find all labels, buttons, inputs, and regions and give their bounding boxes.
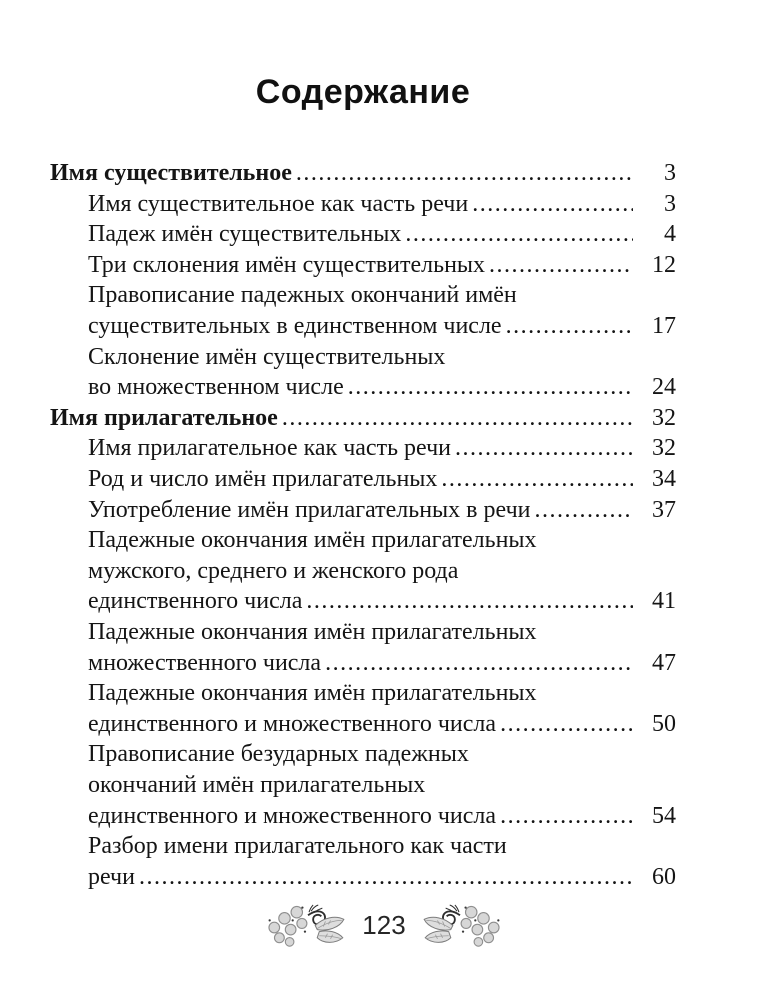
toc-entry-page: 17 — [652, 313, 676, 340]
toc-entry — [50, 219, 676, 250]
toc-entry — [50, 739, 676, 831]
dot-leader — [489, 250, 633, 281]
toc-entry-page: 3 — [664, 190, 676, 217]
page-title: Содержание — [255, 73, 471, 111]
toc-entry — [50, 403, 676, 434]
toc-entry-line — [50, 189, 676, 220]
toc-entry-line — [50, 280, 676, 311]
toc-entry-page: 54 — [652, 802, 676, 829]
toc-entry-text: Падежные окончания имён прилагательных — [88, 619, 537, 645]
toc-entry-line — [50, 831, 676, 862]
toc-entry-text: существительных в единственном числе — [88, 313, 502, 340]
dot-leader — [348, 372, 633, 403]
toc-entry-page: 12 — [652, 251, 676, 278]
toc-entry-line — [50, 862, 676, 893]
floral-ornament-right-icon — [420, 903, 502, 948]
toc-entry-line — [50, 770, 676, 801]
toc-entry-page: 3 — [664, 160, 676, 187]
toc-entry-line — [50, 525, 676, 556]
toc-entry — [50, 433, 676, 464]
toc-entry-text: Падежные окончания имён прилагательных — [88, 680, 537, 707]
toc-entry — [50, 342, 676, 403]
toc-entry-text: Падежные окончания имён прилагательных — [88, 527, 537, 554]
toc-entry-line — [50, 801, 676, 832]
toc-entry-line — [50, 433, 676, 464]
toc-entry-text: мужского, среднего и женского рода — [88, 557, 459, 584]
toc-entry-text: Имя прилагательное как часть речи — [88, 435, 451, 462]
dot-leader — [500, 801, 633, 832]
dot-leader — [282, 403, 633, 434]
toc-entry-line — [50, 586, 676, 617]
toc-entry-text: Употребление имён прилагательных в речи — [88, 496, 531, 523]
floral-ornament-left-icon — [266, 903, 348, 948]
toc-entry-page: 60 — [652, 863, 676, 890]
toc-entry-text: окончаний имён прилагательных — [88, 771, 426, 798]
toc-entry-text: Имя существительное как часть речи — [88, 190, 469, 217]
dot-leader — [472, 189, 633, 220]
toc-entry-text: единственного числа — [88, 588, 303, 615]
toc-entry-line — [50, 250, 676, 281]
page-footer — [0, 903, 768, 948]
toc-entry-line — [50, 617, 676, 648]
toc-entry — [50, 525, 676, 617]
dot-leader — [455, 433, 633, 464]
toc-entry-line — [50, 372, 676, 403]
toc-entry-text: Правописание падежных окончаний имён — [88, 282, 517, 309]
toc-entry-text: Имя существительное — [50, 160, 292, 187]
toc-entry-text: Род и число имён прилагательных — [88, 466, 438, 493]
toc-entry-text: Правописание безударных падежных — [88, 741, 469, 768]
toc-entry — [50, 158, 676, 189]
toc-entry-line — [50, 464, 676, 495]
dot-leader — [500, 709, 633, 740]
toc-entry — [50, 678, 676, 739]
dot-leader — [405, 219, 633, 250]
toc-entry-page: 50 — [652, 710, 676, 737]
toc-entry-text: речи — [88, 863, 135, 890]
toc-entry — [50, 495, 676, 526]
toc-entry-text: единственного и множественного числа — [88, 802, 497, 829]
toc-entry-line — [50, 495, 676, 526]
toc-entry-line — [50, 648, 676, 679]
toc-entry-text: во множественном числе — [88, 374, 344, 401]
toc-entry-line — [50, 158, 676, 189]
toc-entry-text: Разбор имени прилагательного как части — [88, 833, 507, 860]
table-of-contents — [50, 158, 676, 892]
toc-entry-line — [50, 709, 676, 740]
toc-entry-text: множественного числа — [88, 649, 322, 676]
toc-entry-line — [50, 403, 676, 434]
toc-entry — [50, 617, 676, 678]
dot-leader — [534, 495, 633, 526]
page-number: 123 — [362, 910, 406, 940]
toc-entry-line — [50, 556, 676, 587]
toc-entry-line — [50, 678, 676, 709]
dot-leader — [325, 648, 633, 679]
toc-entry-page: 37 — [652, 496, 676, 523]
toc-entry-text: Три склонения имён существительных — [88, 251, 486, 278]
dot-leader — [296, 158, 633, 189]
toc-entry-text: Склонение имён существительных — [88, 343, 446, 370]
toc-entry-page: 32 — [652, 435, 676, 462]
toc-entry-text: Падеж имён существительных — [88, 221, 402, 248]
toc-entry — [50, 831, 676, 892]
toc-entry-page: 4 — [664, 221, 676, 248]
dot-leader — [139, 862, 633, 893]
toc-entry-page: 41 — [652, 588, 676, 615]
toc-entry-text: единственного и множественного числа — [88, 710, 497, 737]
toc-entry — [50, 280, 676, 341]
toc-entry-page: 47 — [652, 649, 676, 676]
dot-leader — [306, 586, 633, 617]
toc-entry-line — [50, 342, 676, 373]
toc-entry-line — [50, 219, 676, 250]
dot-leader — [506, 311, 633, 342]
dot-leader — [441, 464, 633, 495]
toc-entry — [50, 464, 676, 495]
toc-entry-page: 24 — [652, 374, 676, 401]
toc-entry — [50, 250, 676, 281]
toc-entry-line — [50, 311, 676, 342]
toc-entry-text: Имя прилагательное — [50, 404, 278, 431]
toc-entry-page: 34 — [652, 466, 676, 493]
toc-entry-line — [50, 739, 676, 770]
toc-entry-page: 32 — [652, 404, 676, 431]
toc-entry — [50, 189, 676, 220]
